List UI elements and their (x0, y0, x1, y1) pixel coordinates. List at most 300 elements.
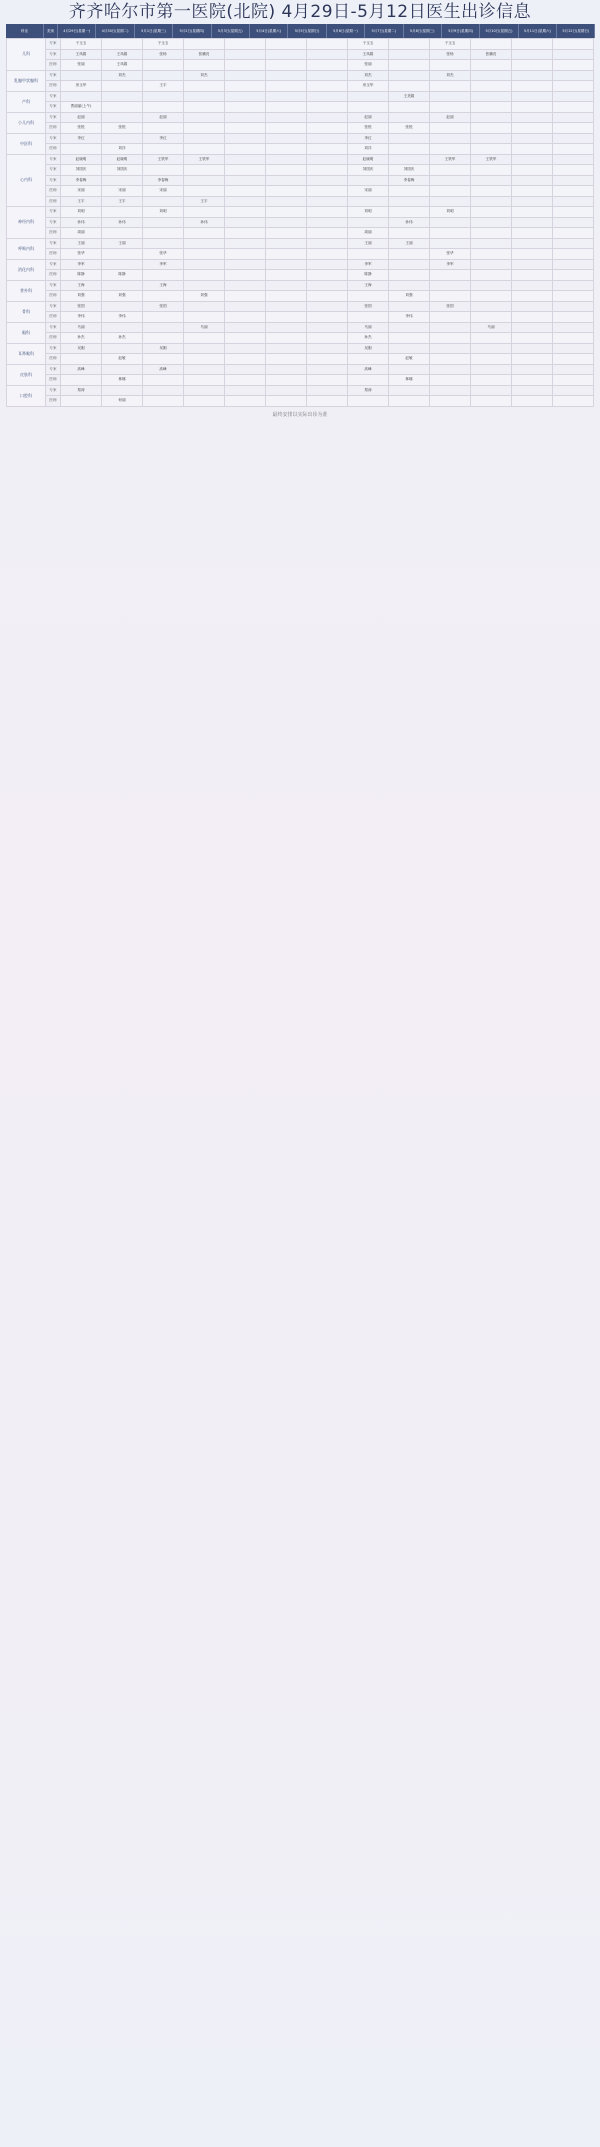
doctor-cell (389, 196, 430, 207)
doctor-cell (143, 312, 184, 323)
doctor-cell: 贾丽丽(上午) (61, 102, 102, 113)
doctor-cell (266, 186, 307, 197)
doctor-cell (307, 123, 348, 134)
doctor-cell (512, 238, 553, 249)
doctor-cell (471, 343, 512, 354)
doctor-cell (266, 364, 307, 375)
doctor-cell (512, 154, 553, 165)
table-header (6, 24, 594, 38)
doctor-cell (348, 217, 389, 228)
dept-name: 耳鼻喉科 (7, 343, 46, 364)
doctor-cell (553, 186, 594, 197)
header-date: 5月1日(星期三) (135, 24, 173, 38)
doctor-cell (471, 228, 512, 239)
doctor-cell (307, 280, 348, 291)
doctor-cell (266, 270, 307, 281)
doctor-cell: 于玉玉 (430, 39, 471, 50)
doctor-cell: 张杨 (430, 49, 471, 60)
doctor-cell: 王海 (348, 280, 389, 291)
dept-name: 皮肤科 (7, 364, 46, 385)
doctor-cell: 刘明 (348, 207, 389, 218)
doctor-cell: 李红 (143, 133, 184, 144)
doctor-cell (184, 60, 225, 71)
doctor-cell (307, 154, 348, 165)
doctor-cell (348, 249, 389, 260)
header-kind: 类别 (44, 24, 58, 38)
dept-name: 普外科 (7, 280, 46, 301)
doctor-cell (512, 165, 553, 176)
doctor-cell (553, 385, 594, 396)
doctor-cell (266, 154, 307, 165)
doctor-cell (512, 49, 553, 60)
doctor-cell (553, 154, 594, 165)
doctor-cell (61, 91, 102, 102)
doctor-cell: 王海 (143, 280, 184, 291)
doctor-cell (266, 354, 307, 365)
doctor-cell (225, 144, 266, 155)
doctor-cell (512, 102, 553, 113)
doctor-cell (184, 175, 225, 186)
table-row (7, 60, 594, 71)
doctor-cell: 赵丽 (61, 112, 102, 123)
doctor-type: 医师 (46, 144, 61, 155)
doctor-cell (61, 396, 102, 407)
doctor-cell (266, 39, 307, 50)
doctor-cell (389, 301, 430, 312)
doctor-cell: 刘明 (61, 207, 102, 218)
doctor-cell (389, 364, 430, 375)
doctor-cell (553, 270, 594, 281)
doctor-cell: 陈静 (348, 270, 389, 281)
doctor-cell (512, 270, 553, 281)
header-date: 5月2日(星期四) (173, 24, 211, 38)
doctor-cell (553, 375, 594, 386)
doctor-cell (430, 238, 471, 249)
doctor-cell (553, 175, 594, 186)
doctor-cell (471, 375, 512, 386)
doctor-cell (307, 39, 348, 50)
doctor-cell: 王铁军 (471, 154, 512, 165)
doctor-cell: 赵丽 (143, 112, 184, 123)
footer-note: 最终安排以实际出诊为准 (272, 411, 328, 418)
table-row (7, 364, 594, 375)
doctor-cell: 刘强 (61, 291, 102, 302)
dept-name: 儿科 (7, 39, 46, 71)
doctor-cell (430, 385, 471, 396)
doctor-cell (184, 364, 225, 375)
table-row (7, 322, 594, 333)
doctor-cell (61, 354, 102, 365)
doctor-cell (225, 280, 266, 291)
doctor-cell (471, 133, 512, 144)
dept-name: 呼吸内科 (7, 238, 46, 259)
doctor-type: 专家 (46, 39, 61, 50)
doctor-cell (430, 196, 471, 207)
doctor-cell (143, 322, 184, 333)
doctor-cell: 王凤娟 (102, 49, 143, 60)
doctor-cell (225, 343, 266, 354)
doctor-cell (102, 175, 143, 186)
dept-name: 骨科 (7, 301, 46, 322)
doctor-cell (266, 144, 307, 155)
doctor-cell (184, 312, 225, 323)
doctor-cell (102, 133, 143, 144)
doctor-cell (389, 228, 430, 239)
doctor-cell (307, 112, 348, 123)
doctor-cell (471, 249, 512, 260)
table-row (7, 375, 594, 386)
header-date: 5月10日(星期五) (480, 24, 518, 38)
doctor-cell (430, 354, 471, 365)
doctor-cell (553, 207, 594, 218)
doctor-cell: 王丽 (61, 238, 102, 249)
doctor-cell (184, 270, 225, 281)
doctor-cell (184, 91, 225, 102)
doctor-cell (225, 291, 266, 302)
table-row (7, 81, 594, 92)
doctor-cell (307, 385, 348, 396)
table-row (7, 238, 594, 249)
doctor-cell (471, 60, 512, 71)
doctor-cell: 李伟 (61, 312, 102, 323)
doctor-cell (184, 259, 225, 270)
doctor-cell (512, 385, 553, 396)
doctor-cell (102, 249, 143, 260)
doctor-cell (266, 60, 307, 71)
doctor-cell (389, 333, 430, 344)
doctor-cell (266, 207, 307, 218)
doctor-type: 专家 (46, 343, 61, 354)
doctor-cell (266, 133, 307, 144)
doctor-cell (266, 375, 307, 386)
doctor-cell (184, 280, 225, 291)
doctor-type: 专家 (46, 280, 61, 291)
doctor-cell (102, 112, 143, 123)
doctor-cell (307, 81, 348, 92)
doctor-cell (553, 364, 594, 375)
table-row (7, 70, 594, 81)
doctor-cell (143, 354, 184, 365)
doctor-cell: 王凤娟 (61, 49, 102, 60)
doctor-cell (225, 133, 266, 144)
doctor-cell (553, 123, 594, 134)
dept-name: 中医科 (7, 133, 46, 154)
doctor-cell: 刘明 (143, 207, 184, 218)
doctor-cell (307, 144, 348, 155)
doctor-cell: 宋丽 (102, 186, 143, 197)
doctor-cell (143, 102, 184, 113)
doctor-cell (143, 91, 184, 102)
doctor-cell: 孙伟 (389, 217, 430, 228)
doctor-cell (143, 123, 184, 134)
dept-name: 乳腺甲状腺科 (7, 70, 46, 91)
dept-name: 眼科 (7, 322, 46, 343)
table-row (7, 312, 594, 323)
table-row (7, 207, 594, 218)
doctor-cell (553, 228, 594, 239)
doctor-cell (553, 259, 594, 270)
table-row (7, 333, 594, 344)
doctor-cell (307, 186, 348, 197)
table-row (7, 343, 594, 354)
doctor-cell (184, 333, 225, 344)
doctor-cell (225, 228, 266, 239)
doctor-cell: 赵敏 (389, 354, 430, 365)
doctor-cell (553, 280, 594, 291)
doctor-cell (225, 238, 266, 249)
doctor-cell (348, 375, 389, 386)
doctor-cell (471, 270, 512, 281)
doctor-cell: 林娜 (102, 375, 143, 386)
doctor-cell (553, 217, 594, 228)
doctor-cell (430, 91, 471, 102)
doctor-cell (389, 186, 430, 197)
doctor-cell (143, 228, 184, 239)
doctor-cell (225, 270, 266, 281)
doctor-type: 医师 (46, 312, 61, 323)
doctor-cell (266, 123, 307, 134)
doctor-cell: 马丽 (348, 322, 389, 333)
doctor-cell (225, 112, 266, 123)
doctor-cell: 孙杰 (102, 333, 143, 344)
doctor-cell (553, 39, 594, 50)
doctor-cell (471, 301, 512, 312)
doctor-cell (430, 322, 471, 333)
doctor-cell (553, 60, 594, 71)
doctor-cell (471, 207, 512, 218)
doctor-cell (512, 228, 553, 239)
doctor-cell: 李军 (430, 259, 471, 270)
doctor-cell (307, 133, 348, 144)
doctor-cell: 房玉华 (348, 81, 389, 92)
doctor-cell: 刘国庆 (102, 165, 143, 176)
doctor-cell: 张国 (61, 301, 102, 312)
doctor-cell (471, 312, 512, 323)
doctor-type: 专家 (46, 154, 61, 165)
doctor-cell: 孙伟 (102, 217, 143, 228)
doctor-cell (184, 144, 225, 155)
doctor-cell (143, 333, 184, 344)
doctor-cell (512, 249, 553, 260)
doctor-cell: 何丽 (102, 396, 143, 407)
doctor-cell: 李春梅 (61, 175, 102, 186)
doctor-cell (225, 301, 266, 312)
doctor-cell: 张杨 (143, 49, 184, 60)
doctor-cell (471, 291, 512, 302)
doctor-cell (512, 39, 553, 50)
doctor-cell: 宋丽 (61, 186, 102, 197)
doctor-cell: 林娜 (389, 375, 430, 386)
doctor-cell: 周丽 (348, 228, 389, 239)
doctor-cell: 房玉华 (61, 81, 102, 92)
doctor-cell (307, 333, 348, 344)
doctor-cell (266, 280, 307, 291)
doctor-cell (225, 102, 266, 113)
doctor-cell: 高峰 (348, 364, 389, 375)
doctor-cell (553, 165, 594, 176)
doctor-cell (307, 301, 348, 312)
doctor-cell: 王宇 (102, 196, 143, 207)
doctor-cell: 刘明 (430, 207, 471, 218)
doctor-cell (512, 280, 553, 291)
doctor-cell (512, 343, 553, 354)
doctor-cell: 刘强 (389, 291, 430, 302)
doctor-cell (184, 238, 225, 249)
table-row (7, 123, 594, 134)
doctor-cell: 刘杰 (430, 70, 471, 81)
doctor-cell: 马丽 (61, 322, 102, 333)
table-row (7, 144, 594, 155)
doctor-cell (102, 280, 143, 291)
doctor-type: 医师 (46, 60, 61, 71)
doctor-cell (307, 228, 348, 239)
doctor-cell (184, 343, 225, 354)
table-row (7, 49, 594, 60)
doctor-cell (184, 186, 225, 197)
doctor-cell: 张国 (430, 301, 471, 312)
doctor-cell (225, 81, 266, 92)
table-row (7, 301, 594, 312)
doctor-cell: 郑涛 (61, 385, 102, 396)
doctor-cell (430, 291, 471, 302)
doctor-cell (430, 217, 471, 228)
header-date: 5月7日(星期二) (365, 24, 403, 38)
doctor-cell (102, 301, 143, 312)
header-date: 4月30日(星期二) (96, 24, 134, 38)
doctor-cell (143, 217, 184, 228)
header-date: 5月9日(星期四) (442, 24, 480, 38)
doctor-cell: 孙杰 (61, 333, 102, 344)
doctor-cell (471, 196, 512, 207)
doctor-cell (553, 196, 594, 207)
doctor-cell (143, 165, 184, 176)
doctor-cell (389, 102, 430, 113)
doctor-cell: 赵敏 (102, 354, 143, 365)
doctor-cell (553, 238, 594, 249)
doctor-type: 专家 (46, 133, 61, 144)
doctor-type: 专家 (46, 49, 61, 60)
doctor-cell (266, 91, 307, 102)
doctor-cell (266, 259, 307, 270)
doctor-cell (471, 238, 512, 249)
doctor-cell (143, 70, 184, 81)
doctor-cell (307, 270, 348, 281)
doctor-type: 医师 (46, 333, 61, 344)
header-date: 4月29日(星期一) (58, 24, 96, 38)
doctor-type: 医师 (46, 291, 61, 302)
doctor-cell: 张悦 (389, 123, 430, 134)
doctor-cell (471, 39, 512, 50)
doctor-cell (389, 385, 430, 396)
table-row (7, 154, 594, 165)
doctor-cell (471, 175, 512, 186)
doctor-cell (430, 175, 471, 186)
dept-name: 小儿内科 (7, 112, 46, 133)
doctor-cell (512, 375, 553, 386)
doctor-cell (184, 249, 225, 260)
doctor-cell (307, 217, 348, 228)
doctor-cell (512, 81, 553, 92)
doctor-cell (225, 154, 266, 165)
header-dept: 科室 (6, 24, 44, 38)
doctor-cell (266, 175, 307, 186)
doctor-cell (471, 70, 512, 81)
doctor-cell (471, 280, 512, 291)
doctor-cell (102, 39, 143, 50)
doctor-cell (225, 39, 266, 50)
page-title: 齐齐哈尔市第一医院(北院) 4月29日-5月12日医生出诊信息 (68, 2, 532, 22)
doctor-cell: 刘强 (102, 291, 143, 302)
doctor-cell (266, 312, 307, 323)
doctor-cell: 王海 (61, 280, 102, 291)
doctor-cell (102, 364, 143, 375)
doctor-cell (225, 396, 266, 407)
doctor-cell (225, 354, 266, 365)
doctor-cell: 刘洋 (348, 144, 389, 155)
doctor-cell (307, 49, 348, 60)
doctor-cell (512, 291, 553, 302)
doctor-cell: 李春梅 (389, 175, 430, 186)
doctor-type: 专家 (46, 217, 61, 228)
doctor-cell (266, 301, 307, 312)
doctor-cell (512, 301, 553, 312)
doctor-cell (143, 291, 184, 302)
doctor-cell (389, 39, 430, 50)
doctor-cell (184, 165, 225, 176)
doctor-cell (143, 375, 184, 386)
doctor-cell (225, 249, 266, 260)
doctor-cell: 刘国庆 (389, 165, 430, 176)
doctor-cell: 张悦 (61, 123, 102, 134)
doctor-cell: 张华 (143, 249, 184, 260)
doctor-cell (102, 102, 143, 113)
doctor-type: 医师 (46, 249, 61, 260)
doctor-cell (225, 91, 266, 102)
doctor-cell: 王丽 (102, 238, 143, 249)
doctor-cell (553, 312, 594, 323)
doctor-cell (471, 396, 512, 407)
doctor-cell: 刘国庆 (348, 165, 389, 176)
doctor-cell (389, 322, 430, 333)
doctor-cell: 孙伟 (61, 217, 102, 228)
doctor-cell (307, 102, 348, 113)
doctor-cell (307, 259, 348, 270)
table-row (7, 165, 594, 176)
doctor-type: 专家 (46, 91, 61, 102)
doctor-cell: 刘强 (184, 291, 225, 302)
doctor-cell (307, 291, 348, 302)
doctor-cell (266, 196, 307, 207)
doctor-cell: 赵丽 (348, 112, 389, 123)
doctor-cell (266, 81, 307, 92)
doctor-cell (266, 70, 307, 81)
doctor-cell (512, 175, 553, 186)
doctor-type: 医师 (46, 396, 61, 407)
doctor-cell: 吴刚 (143, 343, 184, 354)
doctor-cell (348, 312, 389, 323)
doctor-type: 专家 (46, 238, 61, 249)
doctor-cell: 赵晓明 (61, 154, 102, 165)
doctor-cell (389, 259, 430, 270)
doctor-cell (184, 301, 225, 312)
doctor-cell (389, 70, 430, 81)
doctor-cell (430, 102, 471, 113)
doctor-cell (471, 385, 512, 396)
doctor-cell (61, 70, 102, 81)
doctor-cell (184, 81, 225, 92)
doctor-cell (225, 196, 266, 207)
doctor-cell: 高峰 (61, 364, 102, 375)
